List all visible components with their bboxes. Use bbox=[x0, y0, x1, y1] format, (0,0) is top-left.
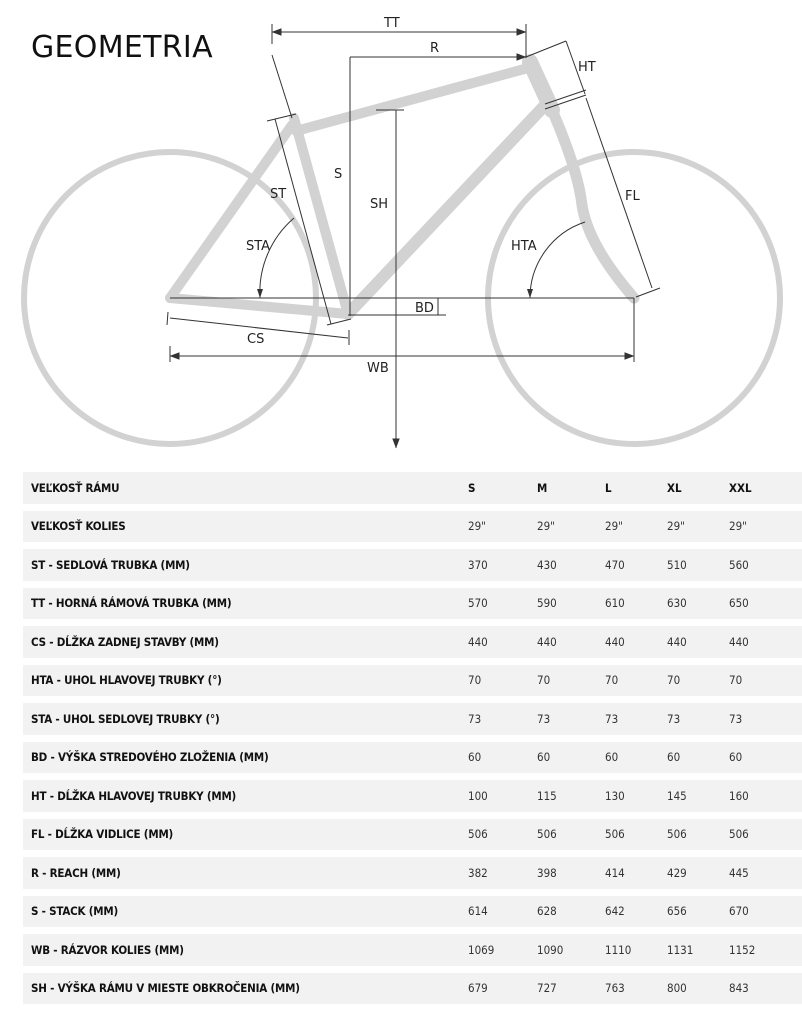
bike-geometry-diagram bbox=[0, 0, 802, 460]
row-label: TT - HORNÁ RÁMOVÁ TRUBKA (MM) bbox=[23, 588, 468, 620]
row-value: 614 bbox=[468, 896, 537, 928]
row-value: 440 bbox=[605, 626, 667, 658]
row-value: 60 bbox=[729, 742, 802, 774]
row-value: 145 bbox=[667, 780, 729, 812]
label-sh: SH bbox=[370, 197, 389, 212]
row-value: 642 bbox=[605, 896, 667, 928]
row-label: HTA - UHOL HLAVOVEJ TRUBKY (°) bbox=[23, 665, 468, 697]
row-label: STA - UHOL SEDLOVEJ TRUBKY (°) bbox=[23, 703, 468, 735]
row-value: 1069 bbox=[468, 934, 537, 966]
row-value: 73 bbox=[605, 703, 667, 735]
row-value: 506 bbox=[667, 819, 729, 851]
row-label: ST - SEDLOVÁ TRUBKA (MM) bbox=[23, 549, 468, 581]
row-value: 506 bbox=[537, 819, 605, 851]
table-row bbox=[23, 780, 802, 812]
table-row bbox=[23, 665, 802, 697]
table-row bbox=[23, 857, 802, 889]
fork bbox=[552, 110, 634, 298]
row-value: 800 bbox=[667, 973, 729, 1005]
row-value: 440 bbox=[667, 626, 729, 658]
row-label: VEĽKOSŤ KOLIES bbox=[23, 511, 468, 543]
size-m: M bbox=[537, 472, 605, 504]
row-value: 29" bbox=[667, 511, 729, 543]
row-value: 60 bbox=[605, 742, 667, 774]
row-label: S - STACK (MM) bbox=[23, 896, 468, 928]
row-value: 60 bbox=[667, 742, 729, 774]
row-value: 470 bbox=[605, 549, 667, 581]
row-value: 1131 bbox=[667, 934, 729, 966]
row-label: BD - VÝŠKA STREDOVÉHO ZLOŽENIA (MM) bbox=[23, 742, 468, 774]
row-value: 1090 bbox=[537, 934, 605, 966]
row-value: 382 bbox=[468, 857, 537, 889]
label-tt: TT bbox=[384, 16, 400, 31]
label-cs: CS bbox=[247, 332, 265, 347]
table-row bbox=[23, 896, 802, 928]
row-value: 510 bbox=[667, 549, 729, 581]
label-st: ST bbox=[270, 187, 287, 202]
row-value: 29" bbox=[537, 511, 605, 543]
row-value: 679 bbox=[468, 973, 537, 1005]
row-value: 440 bbox=[537, 626, 605, 658]
row-value: 430 bbox=[537, 549, 605, 581]
chainstay bbox=[170, 298, 348, 314]
table-row bbox=[23, 742, 802, 774]
row-value: 440 bbox=[468, 626, 537, 658]
table-row bbox=[23, 973, 802, 1005]
row-value: 70 bbox=[537, 665, 605, 697]
row-label: CS - DĹŽKA ZADNEJ STAVBY (MM) bbox=[23, 626, 468, 658]
row-value: 370 bbox=[468, 549, 537, 581]
row-value: 1110 bbox=[605, 934, 667, 966]
row-value: 29" bbox=[729, 511, 802, 543]
row-label: SH - VÝŠKA RÁMU V MIESTE OBKROČENIA (MM) bbox=[23, 973, 468, 1005]
table-row bbox=[23, 819, 802, 851]
row-value: 506 bbox=[729, 819, 802, 851]
row-label: WB - RÁZVOR KOLIES (MM) bbox=[23, 934, 468, 966]
header-label: VEĽKOSŤ RÁMU bbox=[23, 472, 468, 504]
label-bd: BD bbox=[415, 301, 434, 316]
row-value: 115 bbox=[537, 780, 605, 812]
row-value: 130 bbox=[605, 780, 667, 812]
row-value: 445 bbox=[729, 857, 802, 889]
row-value: 100 bbox=[468, 780, 537, 812]
row-value: 73 bbox=[667, 703, 729, 735]
row-value: 70 bbox=[468, 665, 537, 697]
row-value: 570 bbox=[468, 588, 537, 620]
row-value: 60 bbox=[468, 742, 537, 774]
row-label: R - REACH (MM) bbox=[23, 857, 468, 889]
row-value: 650 bbox=[729, 588, 802, 620]
row-value: 843 bbox=[729, 973, 802, 1005]
table-row bbox=[23, 588, 802, 620]
row-value: 506 bbox=[468, 819, 537, 851]
row-value: 29" bbox=[605, 511, 667, 543]
table-header-row bbox=[23, 472, 802, 504]
top-tube bbox=[296, 68, 528, 131]
row-value: 73 bbox=[729, 703, 802, 735]
size-xxl: XXL bbox=[729, 472, 802, 504]
row-label: HT - DĹŽKA HLAVOVEJ TRUBKY (MM) bbox=[23, 780, 468, 812]
row-value: 60 bbox=[537, 742, 605, 774]
row-value: 398 bbox=[537, 857, 605, 889]
row-value: 160 bbox=[729, 780, 802, 812]
row-value: 429 bbox=[667, 857, 729, 889]
table-row bbox=[23, 934, 802, 966]
row-label: FL - DĹŽKA VIDLICE (MM) bbox=[23, 819, 468, 851]
row-value: 70 bbox=[667, 665, 729, 697]
label-fl: FL bbox=[625, 189, 640, 204]
size-l: L bbox=[605, 472, 667, 504]
row-value: 727 bbox=[537, 973, 605, 1005]
row-value: 560 bbox=[729, 549, 802, 581]
row-value: 590 bbox=[537, 588, 605, 620]
row-value: 29" bbox=[468, 511, 537, 543]
row-value: 630 bbox=[667, 588, 729, 620]
label-ht: HT bbox=[578, 60, 596, 75]
page-title: GEOMETRIA bbox=[31, 30, 213, 65]
label-hta: HTA bbox=[511, 239, 537, 254]
row-value: 628 bbox=[537, 896, 605, 928]
row-value: 670 bbox=[729, 896, 802, 928]
bike-frame bbox=[170, 62, 634, 314]
table-row bbox=[23, 549, 802, 581]
row-value: 506 bbox=[605, 819, 667, 851]
table-row bbox=[23, 626, 802, 658]
seat-tube bbox=[294, 118, 348, 314]
row-value: 610 bbox=[605, 588, 667, 620]
row-value: 763 bbox=[605, 973, 667, 1005]
size-s: S bbox=[468, 472, 537, 504]
row-value: 73 bbox=[468, 703, 537, 735]
row-value: 70 bbox=[729, 665, 802, 697]
row-value: 440 bbox=[729, 626, 802, 658]
geometry-table bbox=[23, 472, 802, 1011]
label-s: S bbox=[334, 167, 343, 182]
table-row bbox=[23, 703, 802, 735]
label-r: R bbox=[430, 41, 440, 56]
row-value: 656 bbox=[667, 896, 729, 928]
label-sta: STA bbox=[246, 239, 271, 254]
row-value: 1152 bbox=[729, 934, 802, 966]
row-value: 414 bbox=[605, 857, 667, 889]
row-value: 73 bbox=[537, 703, 605, 735]
row-value: 70 bbox=[605, 665, 667, 697]
table-row bbox=[23, 511, 802, 543]
size-xl: XL bbox=[667, 472, 729, 504]
label-wb: WB bbox=[367, 361, 389, 376]
